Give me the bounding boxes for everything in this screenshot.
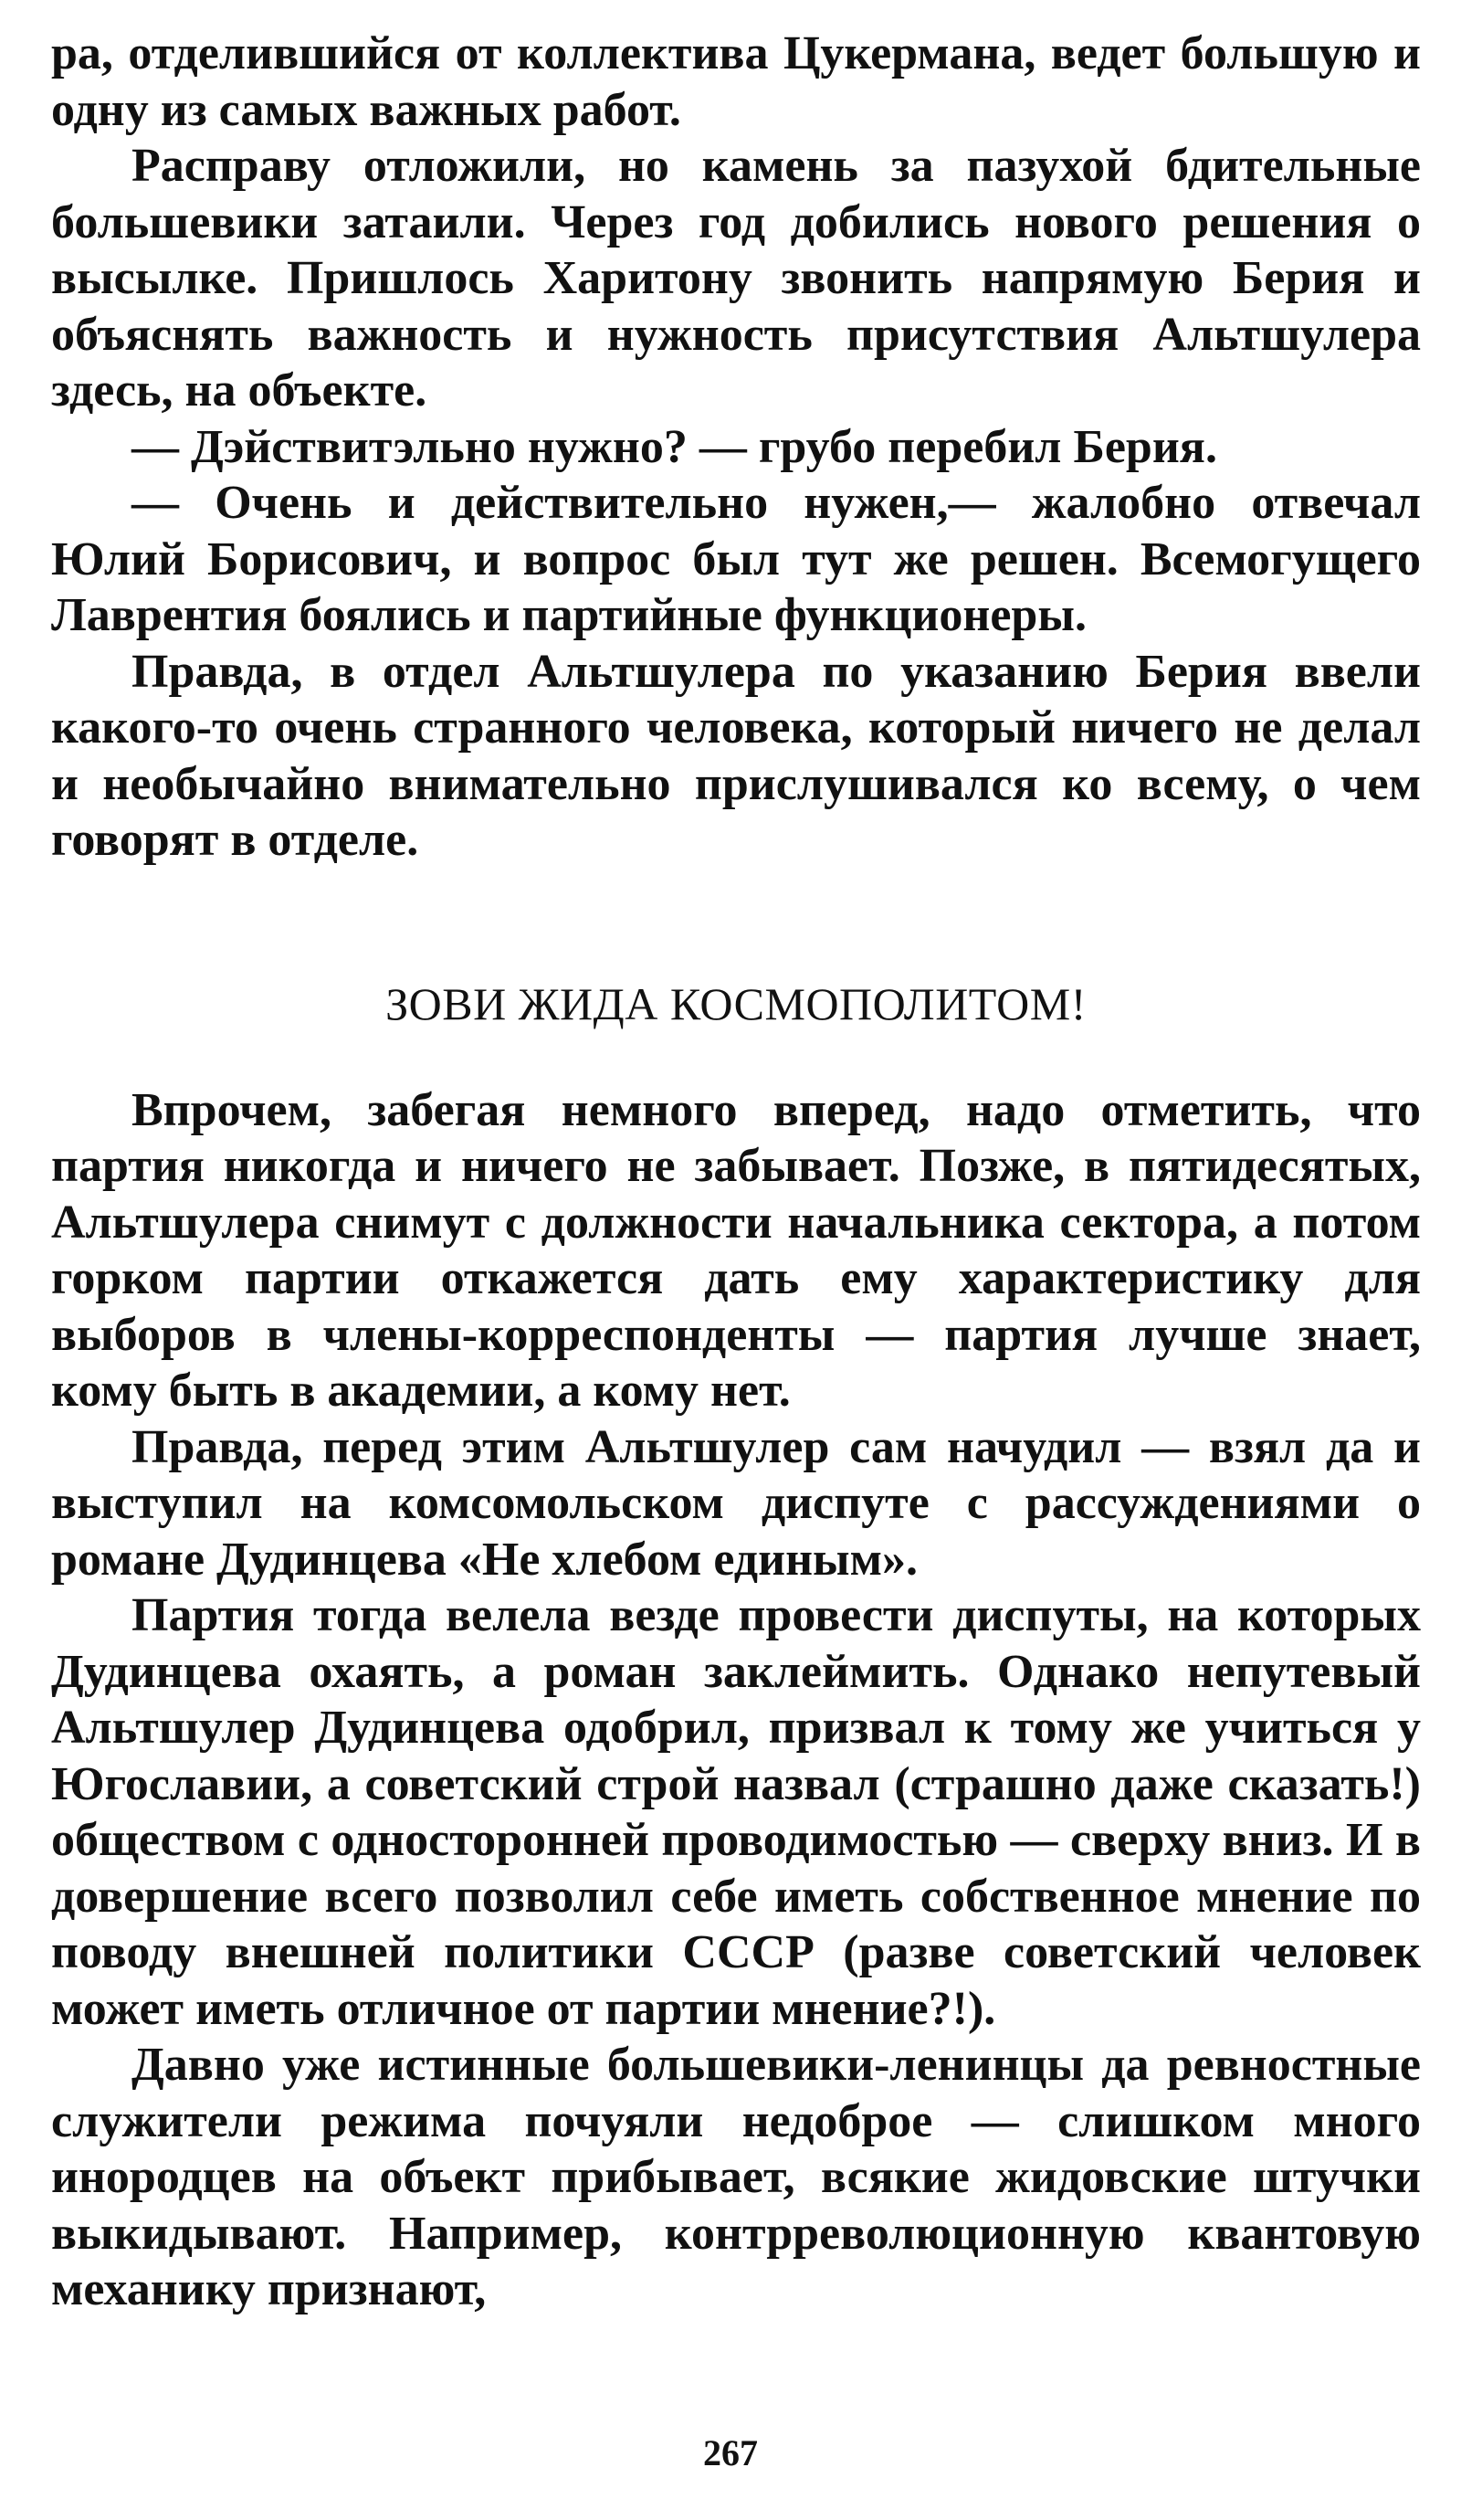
section-heading: ЗОВИ ЖИДА КОСМОПОЛИТОМ! [385,977,1087,1029]
paragraph-strange-man: Правда, в отдел Альтшулера по указанию Берия ввели какого-то очень странного человека, который ничего не делал и необычайно внимательно прислушивался ко всему, о чем говорят в отделе. [51,645,1421,866]
dialogue-khariton-answer: — Очень и действительно нужен,— жалобно отвечал Юлий Борисович, и вопрос был тут же решен. Всемогущего Лаврентия боялись и партийные функционеры. [51,477,1421,641]
paragraph-dudintsev-debate: Правда, перед этим Альтшулер сам начудил — взял да и выступил на комсомольском диспуте с рассуждениями о романе Дудинцева «Не хлебом единым». [51,1420,1421,1586]
page-body [51,26,1421,2318]
paragraph-bolsheviks-sensed: Давно уже истинные большевики-ленинцы да ревностные служители режима почуяли недоброе — слишком много инородцев на объект прибывает, всякие жидовские штучки выкидывают. Например, контрреволюционную квантовую механику признают, [51,2039,1421,2315]
paragraph-party-debates: Партия тогда велела везде провести диспуты, на которых Дудинцева охаять, а роман заклеймить. Однако непутевый Альтшулер Дудинцева одобрил, призвал к тому же учиться у Югославии, а советский строй назвал (страшно даже сказать!) обществом с односторонней проводимостью — сверху вниз. И в довершение всего позволил себе иметь собственное мнение по поводу внешней политики СССР (разве советский человек может иметь отличное от партии мнение?!). [51,1589,1421,2035]
page-number: 267 [703,2432,758,2473]
dialogue-beria-question: — Дэйствитэльно нужно? — грубо перебил Берия. [131,420,1217,473]
paragraph-continuation: ра, отделившийся от коллектива Цукермана, ведет большую и одну из самых важных работ. [51,27,1421,136]
paragraph-reprisal: Расправу отложили, но камень за пазухой бдительные большевики затаили. Через год добились нового решения о высылке. Пришлось Харитону звонить напрямую Берия и объяснять важность и нужность присутствия Альтшулера здесь, на объекте. [51,140,1421,416]
paragraph-party-never-forgets: Впрочем, забегая немного вперед, надо отметить, что партия никогда и ничего не забывает. Позже, в пятидесятых, Альтшулера снимут с должности начальника сектора, а потом горком партии откажется дать ему характеристику для выборов в члены-корреспонденты — партия лучше знает, кому быть в академии, а кому нет. [51,1083,1421,1417]
